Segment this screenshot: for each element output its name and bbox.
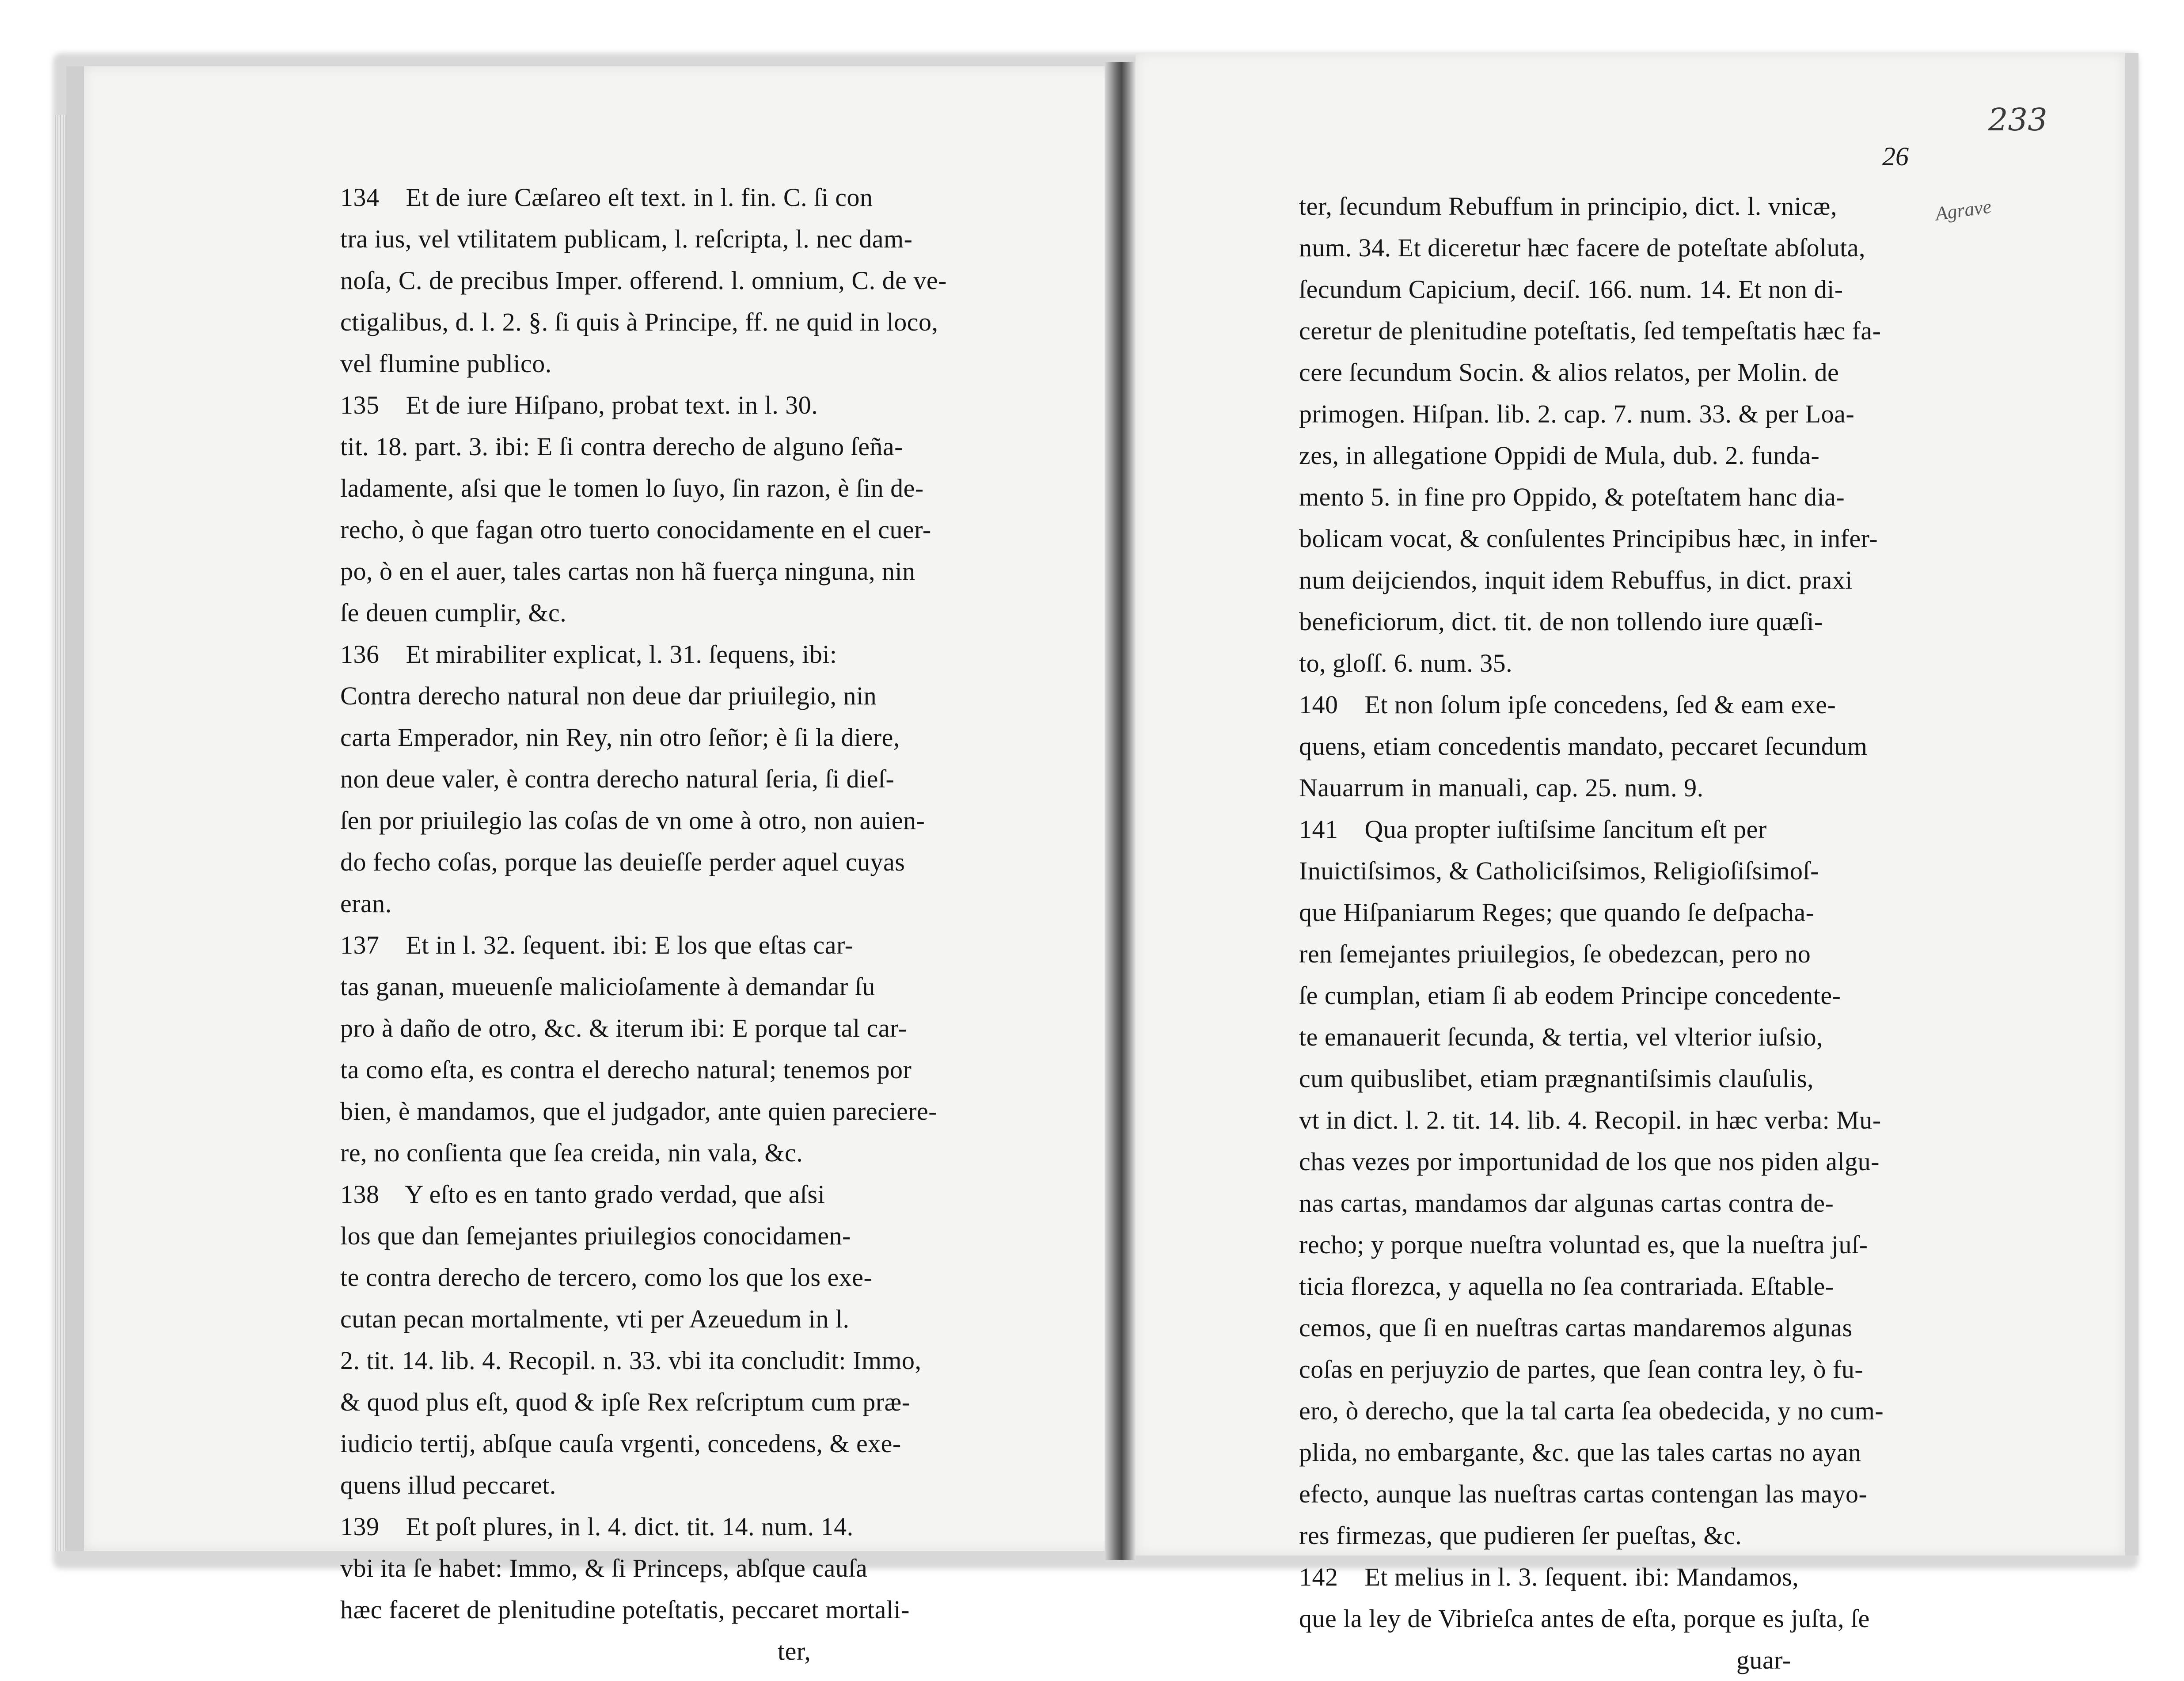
text-line: que Hiſpaniarum Reges; que quando ſe deſpacha- — [1299, 898, 1815, 927]
text-line: recho, ò que fagan otro tuerto conocidamente en el cuer- — [340, 515, 931, 544]
text-line: recho; y porque nueſtra voluntad es, que la nueſtra juſ- — [1299, 1230, 1868, 1259]
text-line: vbi ita ſe habet: Immo, & ſi Princeps, abſque cauſa — [340, 1554, 868, 1582]
text-line: 136 Et mirabiliter explicat, l. 31. ſequens, ibi: — [340, 640, 837, 669]
text-line: bien, è mandamos, que el judgador, ante quien pareciere- — [340, 1097, 938, 1126]
text-line: Nauarrum in manuali, cap. 25. num. 9. — [1299, 773, 1704, 802]
text-line: cere ſecundum Socin. & alios relatos, per Molin. de — [1299, 358, 1839, 387]
text-line: Contra derecho natural non deue dar priuilegio, nin — [340, 681, 877, 710]
text-line: cum quibuslibet, etiam prægnantiſsimis clauſulis, — [1299, 1064, 1814, 1093]
text-line: noſa, C. de precibus Imper. offerend. l. omnium, C. de ve- — [340, 266, 947, 295]
text-line: re, no conſienta que ſea creida, nin vala, &c. — [340, 1138, 803, 1167]
text-line: ter, — [340, 1637, 811, 1666]
left-page-text — [340, 177, 947, 1672]
text-line: vt in dict. l. 2. tit. 14. lib. 4. Recopil. in hæc verba: Mu- — [1299, 1106, 1881, 1134]
text-line: plida, no embargante, &c. que las tales cartas no ayan — [1299, 1438, 1861, 1467]
text-line: te contra derecho de tercero, como los que los exe- — [340, 1263, 873, 1292]
text-line: 139 Et poſt plures, in l. 4. dict. tit. 14. num. 14. — [340, 1512, 854, 1541]
text-line: ceretur de plenitudine poteſtatis, ſed tempeſtatis hæc fa- — [1299, 316, 1881, 345]
text-line: ero, ò derecho, que la tal carta ſea obedecida, y no cum- — [1299, 1396, 1884, 1425]
text-line: te emanauerit ſecunda, & tertia, vel vlterior iuſsio, — [1299, 1023, 1823, 1051]
manuscript-folio-number: 233 — [1988, 102, 2047, 138]
text-line: beneficiorum, dict. tit. de non tollendo iure quæſi- — [1299, 607, 1823, 636]
text-line: 140 Et non ſolum ipſe concedens, ſed & eam exe- — [1299, 690, 1836, 719]
text-line: ren ſemejantes priuilegios, ſe obedezcan, pero no — [1299, 939, 1811, 968]
text-line: 135 Et de iure Hiſpano, probat text. in l. 30. — [340, 391, 818, 419]
text-line: tas ganan, mueuenſe malicioſamente à demandar ſu — [340, 972, 875, 1001]
text-line: num deijciendos, inquit idem Rebuffus, in dict. praxi — [1299, 566, 1853, 594]
text-line: do fecho coſas, porque las deuieſſe perder aquel cuyas — [340, 848, 905, 876]
printed-page-number: 26 — [1882, 142, 1909, 171]
text-line: primogen. Hiſpan. lib. 2. cap. 7. num. 33. & per Loa- — [1299, 399, 1855, 428]
book-gutter — [1105, 62, 1136, 1560]
text-line: 2. tit. 14. lib. 4. Recopil. n. 33. vbi ita concludit: Immo, — [340, 1346, 922, 1375]
text-line: ta como eſta, es contra el derecho natural; tenemos por — [340, 1055, 912, 1084]
text-line: vel flumine publico. — [340, 349, 552, 378]
text-line: cemos, que ſi en nueſtras cartas mandaremos algunas — [1299, 1313, 1853, 1342]
text-line: 134 Et de iure Cæſareo eſt text. in l. fin. C. ſi con — [340, 183, 873, 212]
text-line: ladamente, aſsi que le tomen lo ſuyo, ſin razon, è ſin de- — [340, 474, 924, 502]
text-line: cutan pecan mortalmente, vti per Azeuedum in l. — [340, 1304, 850, 1333]
text-line: 137 Et in l. 32. ſequent. ibi: E los que eſtas car- — [340, 931, 854, 959]
text-line: Inuictiſsimos, & Catholiciſsimos, Religioſiſsimoſ- — [1299, 856, 1819, 885]
text-line: que la ley de Vibrieſca antes de eſta, porque es juſta, ſe — [1299, 1604, 1870, 1633]
text-line: num. 34. Et diceretur hæc facere de poteſtate abſoluta, — [1299, 233, 1866, 262]
text-line: po, ò en el auer, tales cartas non hã fuerça ninguna, nin — [340, 557, 915, 586]
text-line: nas cartas, mandamos dar algunas cartas contra de- — [1299, 1189, 1834, 1217]
text-line: res firmezas, que pudieren ſer pueſtas, &c. — [1299, 1521, 1742, 1550]
text-line: tra ius, vel vtilitatem publicam, l. reſcripta, l. nec dam- — [340, 224, 913, 253]
text-line: ſecundum Capicium, deciſ. 166. num. 14. Et non di- — [1299, 275, 1843, 304]
text-line: iudicio tertij, abſque cauſa vrgenti, concedens, & exe- — [340, 1429, 901, 1458]
text-line: eran. — [340, 889, 392, 918]
text-line: pro à daño de otro, &c. & iterum ibi: E porque tal car- — [340, 1014, 907, 1042]
text-line: chas vezes por importunidad de los que nos piden algu- — [1299, 1147, 1880, 1176]
text-line: los que dan ſemejantes priuilegios conocidamen- — [340, 1221, 851, 1250]
text-line: ctigalibus, d. l. 2. §. ſi quis à Principe, ff. ne quid in loco, — [340, 308, 938, 336]
text-line: & quod plus eſt, quod & ipſe Rex reſcriptum cum præ- — [340, 1388, 911, 1416]
text-line: quens illud peccaret. — [340, 1471, 556, 1499]
text-line: zes, in allegatione Oppidi de Mula, dub. 2. funda- — [1299, 441, 1820, 470]
text-line: quens, etiam concedentis mandato, peccaret ſecundum — [1299, 732, 1868, 761]
right-page-text — [1299, 186, 1884, 1681]
text-line: efecto, aunque las nueſtras cartas contengan las mayo- — [1299, 1479, 1868, 1508]
text-line: bolicam vocat, & conſulentes Principibus hæc, in infer- — [1299, 524, 1878, 553]
margin-annotation: Agrave — [1934, 195, 1993, 225]
text-line: carta Emperador, nin Rey, nin otro ſeñor; è ſi la diere, — [340, 723, 900, 752]
text-line: guar- — [1299, 1646, 1791, 1674]
text-line: mento 5. in fine pro Oppido, & poteſtatem hanc dia- — [1299, 483, 1845, 511]
text-line: non deue valer, è contra derecho natural ſeria, ſi dieſ- — [340, 764, 895, 793]
text-line: hæc faceret de plenitudine poteſtatis, peccaret mortali- — [340, 1595, 910, 1624]
text-line: tit. 18. part. 3. ibi: E ſi contra derecho de alguno ſeña- — [340, 432, 903, 461]
text-line: ſe cumplan, etiam ſi ab eodem Principe concedente- — [1299, 981, 1841, 1010]
text-line: 142 Et melius in l. 3. ſequent. ibi: Mandamos, — [1299, 1563, 1799, 1591]
text-line: ter, ſecundum Rebuffum in principio, dict. l. vnicæ, — [1299, 192, 1837, 221]
text-line: 138 Y eſto es en tanto grado verdad, que aſsi — [340, 1180, 825, 1209]
text-line: to, gloſſ. 6. num. 35. — [1299, 649, 1513, 677]
text-line: ticia florezca, y aquella no ſea contrariada. Eſtable- — [1299, 1272, 1834, 1301]
text-line: ſen por priuilegio las coſas de vn ome à otro, non auien- — [340, 806, 925, 835]
text-line: coſas en perjuyzio de partes, que ſean contra ley, ò fu- — [1299, 1355, 1864, 1384]
text-line: ſe deuen cumplir, &c. — [340, 598, 567, 627]
text-line: 141 Qua propter iuſtiſsime ſancitum eſt per — [1299, 815, 1767, 844]
